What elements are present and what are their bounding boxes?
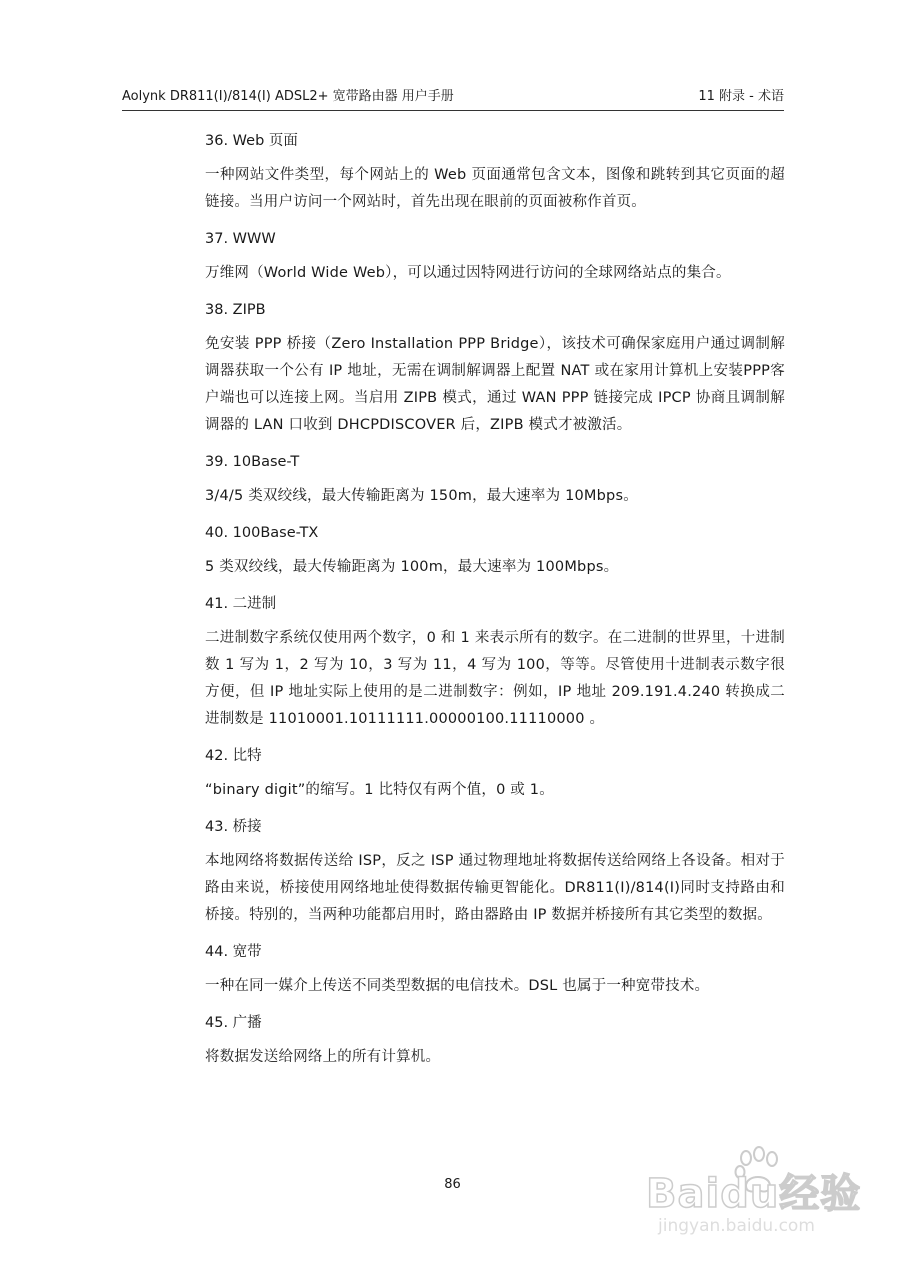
- term-web-page: [205, 128, 785, 216]
- header-manual-title: Aolynk DR811(I)/814(I) ADSL2+ 宽带路由器 用户手册: [122, 89, 454, 104]
- term-broadband: [205, 939, 785, 1000]
- term-title: 36. Web 页面: [205, 133, 298, 149]
- page-header: [122, 86, 784, 108]
- term-title: 42. 比特: [205, 748, 262, 764]
- term-10base-t: [205, 449, 785, 510]
- watermark-logo-text: Baidu经验: [646, 1171, 862, 1217]
- watermark-url: jingyan.baidu.com: [658, 1216, 815, 1236]
- term-broadcast: [205, 1010, 785, 1071]
- term-100base-tx: [205, 520, 785, 581]
- page-number: 86: [444, 1177, 461, 1192]
- term-title: 39. 10Base-T: [205, 454, 300, 470]
- baidu-jingyan-watermark: [640, 1142, 870, 1242]
- term-title: 45. 广播: [205, 1015, 262, 1031]
- term-definition: “binary digit”的缩写。1 比特仅有两个值，0 或 1。: [205, 782, 554, 798]
- term-definition: 免安装 PPP 桥接（Zero Installation PPP Bridge），该技术可确保家庭用户通过调制解调器获取一个公有 IP 地址，无需在调制解调器上配置 NAT 或在家用计算机上安装PPP客户端也可以连接上网。当启用 ZIPB 模式，通过 WAN PPP 链接完成 IPCP 协商且调制解调器的 LAN 口收到 DHCPDISCOVER 后，ZIPB 模式才被激活。: [205, 336, 785, 433]
- term-title: 44. 宽带: [205, 944, 262, 960]
- term-title: 38. ZIPB: [205, 302, 266, 318]
- term-binary: [205, 591, 785, 733]
- term-definition: 一种网站文件类型，每个网站上的 Web 页面通常包含文本，图像和跳转到其它页面的超链接。当用户访问一个网站时，首先出现在眼前的页面被称作首页。: [205, 167, 785, 210]
- term-definition: 将数据发送给网络上的所有计算机。: [205, 1049, 441, 1065]
- term-definition: 3/4/5 类双绞线，最大传输距离为 150m，最大速率为 10Mbps。: [205, 488, 638, 504]
- term-zipb: [205, 297, 785, 439]
- term-title: 40. 100Base-TX: [205, 525, 319, 541]
- term-title: 41. 二进制: [205, 596, 277, 612]
- term-definition: 二进制数字系统仅使用两个数字，0 和 1 来表示所有的数字。在二进制的世界里，十进制数 1 写为 1，2 写为 10，3 写为 11，4 写为 100，等等。尽管使用十进制表示数字很方便，但 IP 地址实际上使用的是二进制数字：例如，IP 地址 209.191.4.240 转换成二进制数是 11010001.10111111.00000100.11110000 。: [205, 630, 785, 727]
- term-definition: 本地网络将数据传送给 ISP，反之 ISP 通过物理地址将数据传送给网络上各设备。相对于路由来说，桥接使用网络地址使得数据传输更智能化。DR811(I)/814(I)同时支持路由和桥接。特别的，当两种功能都启用时，路由器路由 IP 数据并桥接所有其它类型的数据。: [205, 853, 785, 923]
- term-definition: 万维网（World Wide Web），可以通过因特网进行访问的全球网络站点的集合。: [205, 265, 731, 281]
- glossary-content: [205, 128, 785, 1081]
- term-bit: [205, 743, 785, 804]
- term-bridging: [205, 814, 785, 929]
- term-definition: 5 类双绞线，最大传输距离为 100m，最大速率为 100Mbps。: [205, 559, 619, 575]
- term-www: [205, 226, 785, 287]
- term-title: 43. 桥接: [205, 819, 262, 835]
- term-title: 37. WWW: [205, 231, 276, 247]
- term-definition: 一种在同一媒介上传送不同类型数据的电信技术。DSL 也属于一种宽带技术。: [205, 978, 710, 994]
- header-chapter-title: 11 附录 - 术语: [698, 89, 784, 104]
- header-divider: [122, 110, 784, 111]
